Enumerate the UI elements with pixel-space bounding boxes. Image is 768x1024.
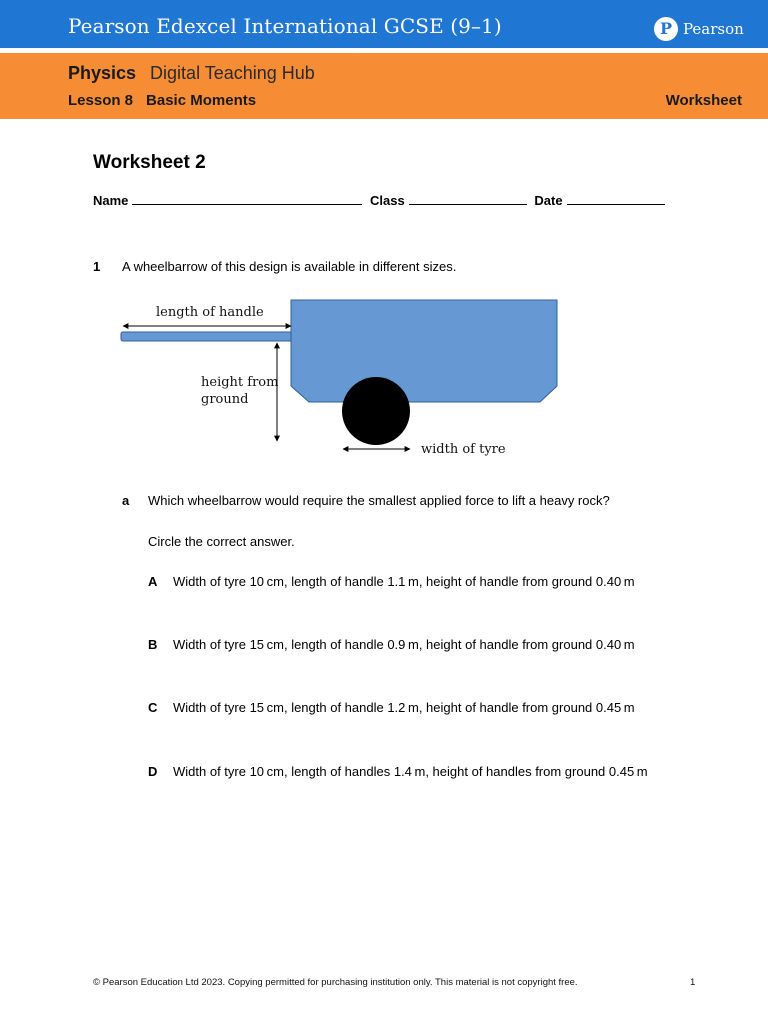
copyright-notice: © Pearson Education Ltd 2023. Copying permitted for purchasing institution only. This material is not copyright free. [93, 977, 578, 988]
wheelbarrow-tyre [342, 377, 410, 445]
name-label: Name [93, 193, 129, 208]
height-label-line2: ground [201, 392, 249, 407]
part-letter: a [122, 493, 130, 508]
date-field[interactable] [567, 191, 665, 205]
instruction: Circle the correct answer. [148, 534, 295, 549]
page-number: 1 [690, 977, 696, 988]
option-b-text[interactable]: Width of tyre 15 cm, length of handle 0.9 m, height of handle from ground 0.40 m [173, 637, 635, 652]
option-c-text[interactable]: Width of tyre 15 cm, length of handle 1.2 m, height of handle from ground 0.45 m [173, 700, 635, 715]
wheelbarrow-body [291, 300, 557, 402]
class-field[interactable] [409, 191, 527, 205]
subject-name: Physics [68, 63, 137, 83]
lesson-line [68, 92, 256, 109]
option-c-letter[interactable]: C [148, 700, 158, 715]
lesson-banner [0, 53, 768, 119]
hub-name: Digital Teaching Hub [150, 63, 315, 83]
worksheet-title: Worksheet 2 [93, 152, 206, 173]
top-banner [0, 0, 768, 48]
option-b-letter[interactable]: B [148, 637, 158, 652]
lesson-title: Basic Moments [146, 92, 257, 109]
option-a-text[interactable]: Width of tyre 10 cm, length of handle 1.1 m, height of handle from ground 0.40 m [173, 574, 635, 589]
lesson-number: Lesson 8 [68, 92, 134, 109]
option-d-text[interactable]: Width of tyre 10 cm, length of handles 1.4 m, height of handles from ground 0.45 m [173, 764, 648, 779]
exam-board-title: Pearson Edexcel International GCSE (9–1) [68, 14, 502, 38]
width-of-tyre-label: width of tyre [421, 442, 506, 457]
height-label-line1: height from [201, 375, 279, 390]
part-question: Which wheelbarrow would require the smallest applied force to lift a heavy rock? [148, 493, 610, 508]
subject-line [68, 63, 315, 84]
pearson-logo-icon: P [654, 17, 678, 41]
class-label: Class [370, 193, 405, 208]
student-details [93, 191, 669, 208]
question-number: 1 [93, 259, 101, 274]
option-a-letter[interactable]: A [148, 574, 158, 589]
option-d-letter[interactable]: D [148, 764, 158, 779]
wheelbarrow-handle [121, 332, 293, 341]
date-label: Date [534, 193, 563, 208]
pearson-logo-text: Pearson [683, 20, 744, 38]
document-type: Worksheet [665, 92, 742, 109]
name-field[interactable] [132, 191, 362, 205]
question-text: A wheelbarrow of this design is available in different sizes. [122, 259, 457, 274]
length-of-handle-label: length of handle [156, 305, 264, 320]
